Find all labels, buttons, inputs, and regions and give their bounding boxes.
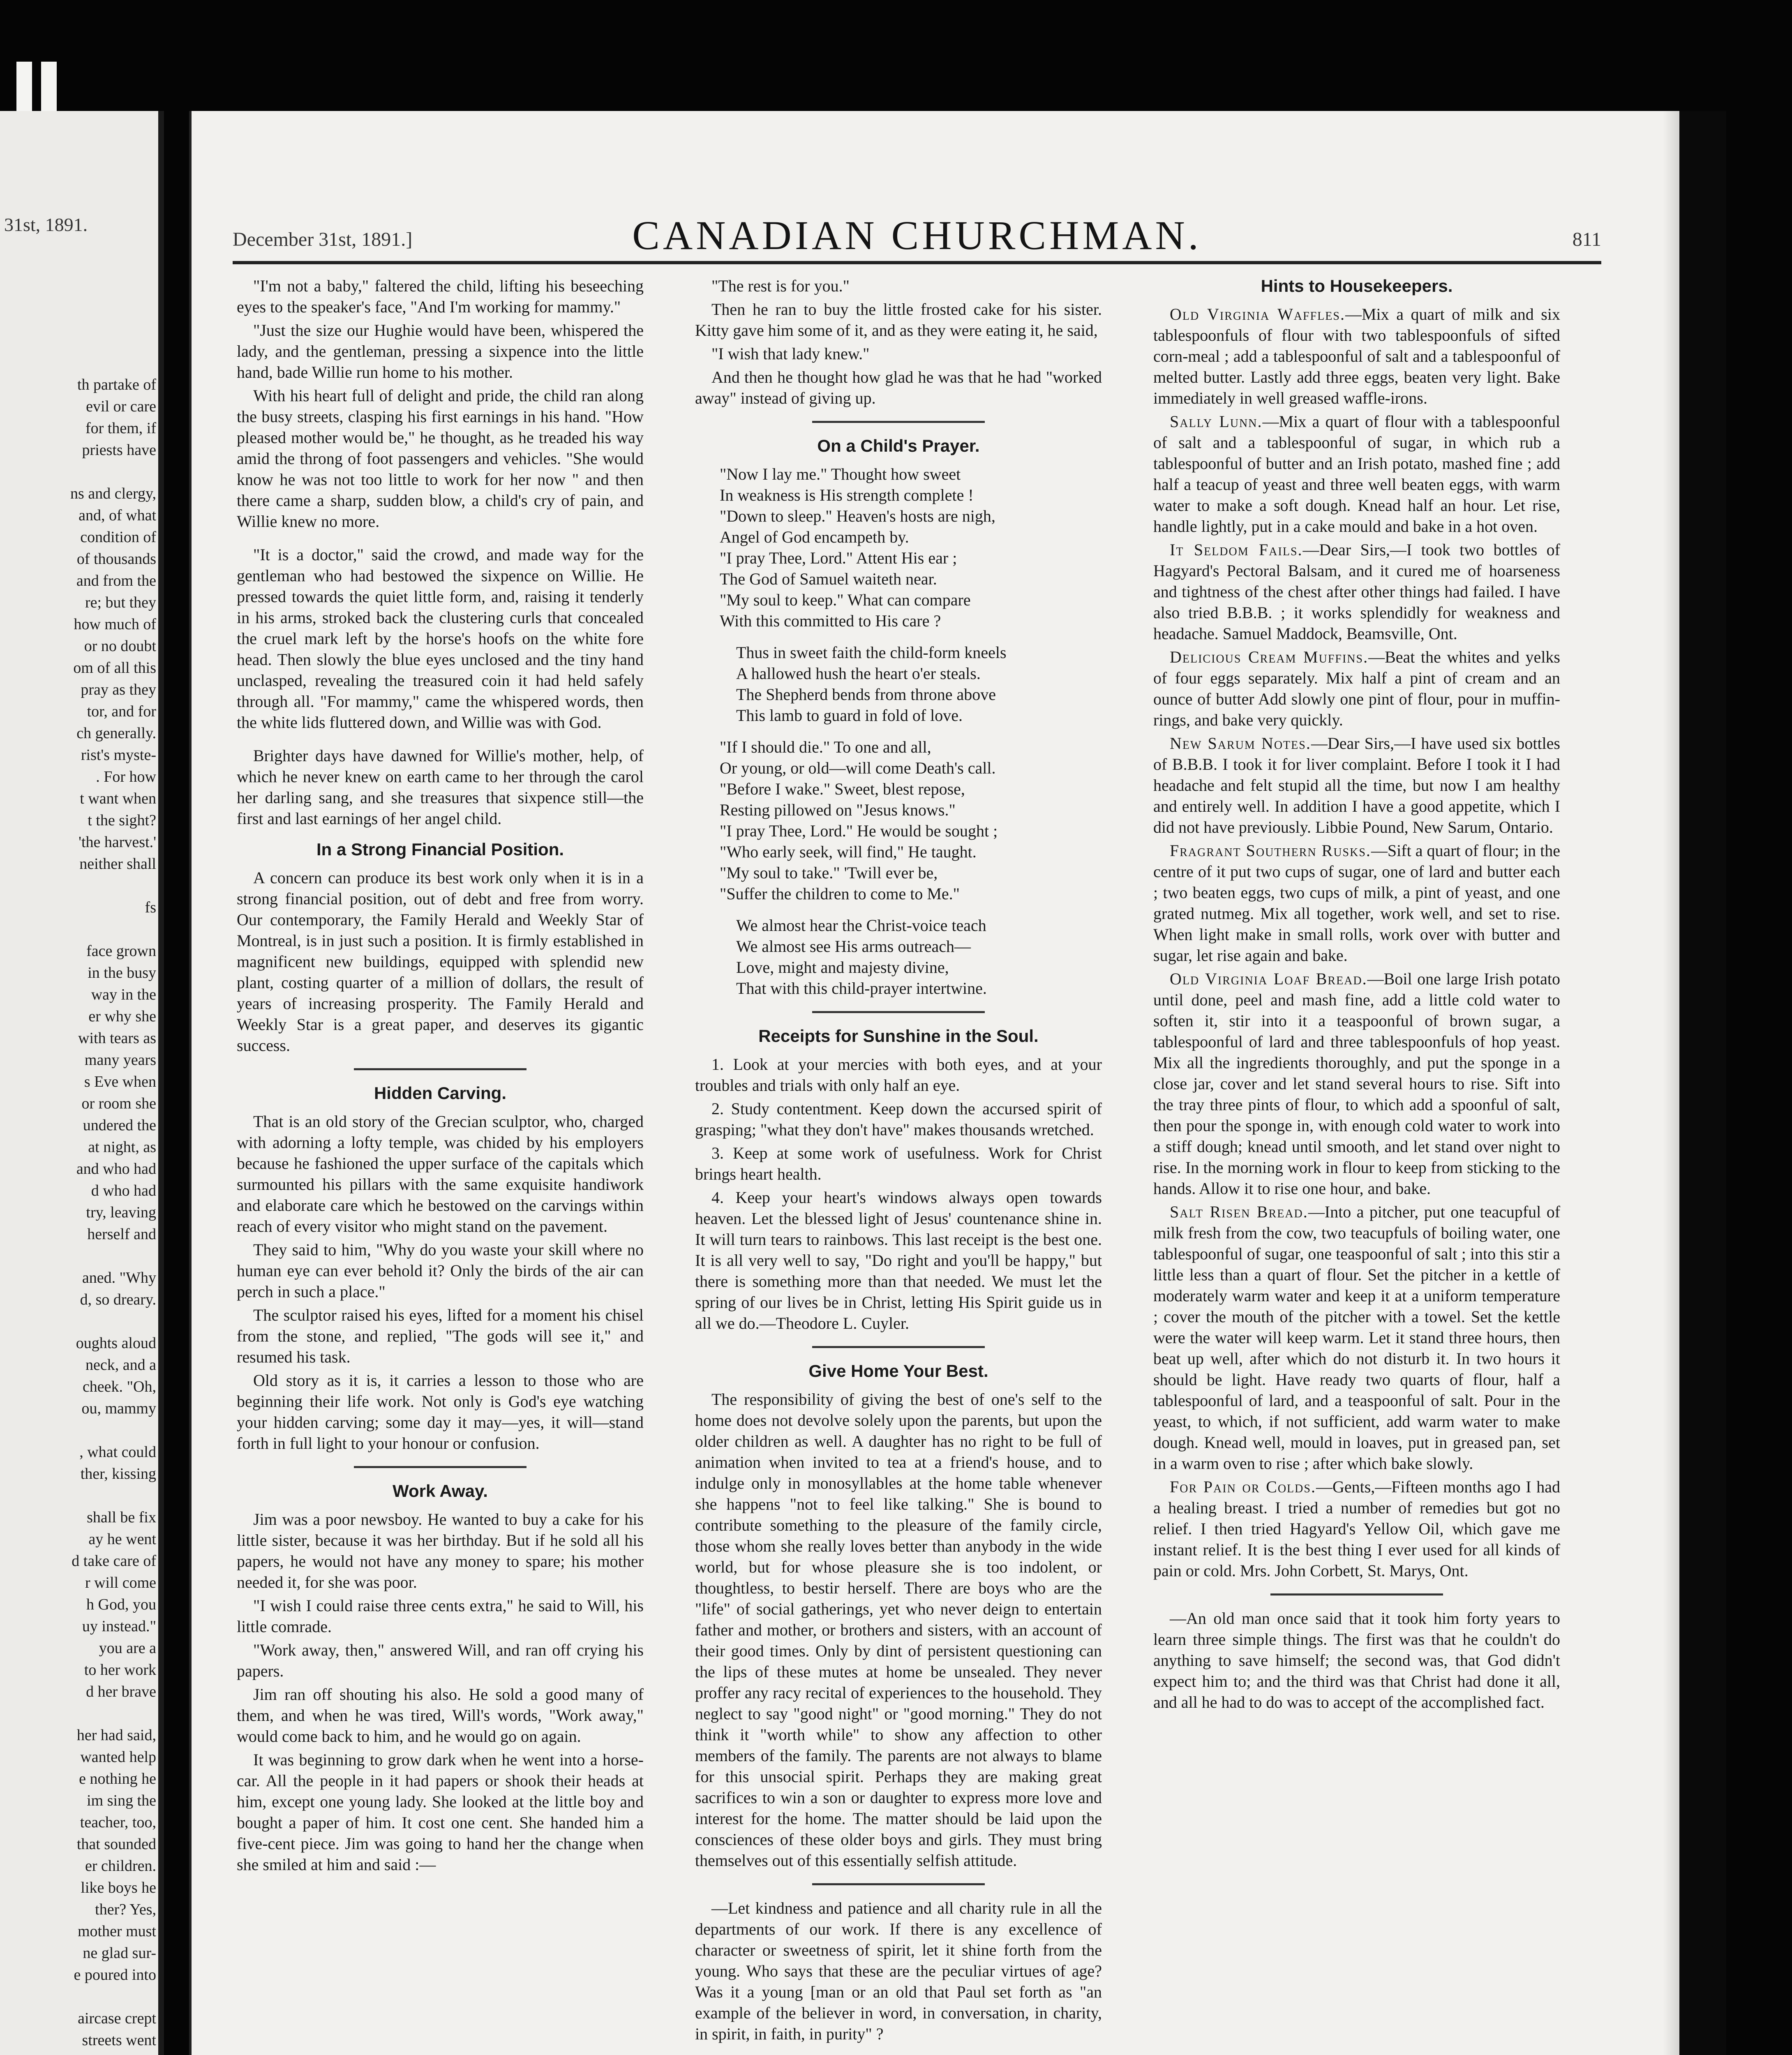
paragraph: "I wish I could raise three cents extra," he said to Will, his little comrade. xyxy=(237,1596,644,1636)
poem-line: In weakness is His strength complete ! xyxy=(720,486,974,504)
recipe-title: For Pain or Colds. xyxy=(1170,1478,1316,1496)
paragraph: The responsibility of giving the best of one's self to the home does not devolve solely upon the parents, but upon the older children as well. A daughter has no right to be full of animation when invited to tea at a friend's house, and to indulge only in monosyllables at the home table whenever she happens "not to feel like talking." She is bound to contribute something to the pleasure of the family circle, those whom she really loves better than anybody in the wide world, but for whose pleasure she is too indolent, or thoughtless, to bestir herself. There are boys who are the "life" of social gatherings, yet who never deign to entertain father and mother, or brothers and sisters, with an account of their good times. Only by dint of persistent questioning can the lips of these mutes at home be unsealed. They never proffer any racy recital of experiences to the household. They neglect to say "good night" or "good morning." They do not think it "worth while" to show any affection to other members of the family. The parents are not always to blame for this unsocial spirit. Perhaps they are making great sacrifices to win a son or daughter to express more love and interest for the home. The matter should be laid upon the consciences of these older boys and girls. They must bring themselves out of this essentially selfish attitude. xyxy=(695,1390,1102,1870)
previous-page-strip xyxy=(0,111,164,2055)
poem-line: Or young, or old—will come Death's call. xyxy=(720,759,996,777)
heading-give-home-best: Give Home Your Best. xyxy=(808,1361,988,1381)
poem-stanza xyxy=(720,915,1102,999)
recipe-text: —Mix a quart of milk and six tablespoonfuls of flour with two tablespoonfuls of sifted corn-meal ; add a tablespoonful of salt and a tablespoonful of melted butter. Lastly add three eggs, beaten very light. Bake immediately in well greased waffle-irons. xyxy=(1153,305,1560,407)
paragraph: A concern can produce its best work only when it is in a strong financial position, out of debt and free from worry. Our contemporary, the Family Herald and Weekly Star of Montreal, is in just such a position. It is firmly established in magnificent new buildings, equipped with splendid new plant, costing quarter of a million of dollars, the result of years of increasing prosperity. The Family Herald and Weekly Star is a great paper, and deserves its gigantic success. xyxy=(237,868,644,1055)
divider-rule xyxy=(1270,1593,1443,1596)
paragraph: Jim ran off shouting his also. He sold a good many of them, and when he was tired, Will's words, "Work away," would come back to him, and he would go on again. xyxy=(237,1685,644,1746)
column-3 xyxy=(1153,275,1560,2055)
paragraph: "It is a doctor," said the crowd, and made way for the gentleman who had bestowed the sixpence on Willie. He pressed towards the quiet little form, and, raising it tenderly in his arms, stroked back the clustering curls that concealed the cruel mark left by the horse's hoofs on the white fore head. Then slowly the blue eyes unclosed and the tiny hand unclasped, revealing the treasured coin it had held safely through all. "For mammy," came the whispered words, then the white lids fluttered down, and Willie was with God. xyxy=(237,545,644,732)
paragraph: "Work away, then," answered Will, and ran off crying his papers. xyxy=(237,1641,644,1680)
poem-line: Resting pillowed on "Jesus knows." xyxy=(720,801,956,819)
page-number: 811 xyxy=(1572,229,1601,250)
poem-stanza xyxy=(720,737,1102,904)
divider-rule xyxy=(812,1346,985,1348)
page-header xyxy=(233,212,1601,264)
recipe-title: It Seldom Fails. xyxy=(1170,540,1303,559)
previous-page-text: th partake of evil or care for them, if priests have ns and clergy, and, of what condition of of thousands and from the re; but they how much of or no doubt om of all this pray as they tor, and for ch generally. rist's myste- . For how t want when t the sight? 'the harvest.' neither shall fs face grown in the busy way in the er why she with tears as many years s Eve when or room she undered the at night, as and who had d who had try, leaving herself and aned. "Why d, so dreary. oughts aloud neck, and a cheek. "Oh, ou, mammy , what could ther, kissing shall be fix ay he went d take care of r will come h God, you uy instead." you are a to her work d her brave her had said, wanted help e nothing he im sing the teacher, too, that sounded er children. like boys he ther? Yes, mother must ne glad sur- e poured into aircase crept streets went xyxy=(70,376,156,2049)
poem-line: That with this child-prayer intertwine. xyxy=(736,979,987,997)
poem-line: With this committed to His care ? xyxy=(720,612,941,630)
paragraph: The sculptor raised his eyes, lifted for a moment his chisel from the stone, and replied, "The gods will see it," and resumed his task. xyxy=(237,1306,644,1366)
paragraph: They said to him, "Why do you waste your skill where no human eye can ever behold it? Only the birds of the air can perch in such a place." xyxy=(237,1240,644,1301)
divider-rule xyxy=(812,421,985,423)
recipe-text: —Mix a quart of flour with a tablespoonful of salt and a tablespoonful of sugar, in which rub a tablespoonful of butter and an Irish potato, mashed fine ; add half a teacup of yeast and three well beaten eggs, with warm water to make a soft dough. Knead half an hour. Let rise, handle lightly, put in a cake mould and bake in a hot oven. xyxy=(1153,412,1560,536)
poem-stanza xyxy=(720,642,1102,726)
poem-line: "If I should die." To one and all, xyxy=(720,738,931,756)
recipe-title: New Sarum Notes. xyxy=(1170,734,1311,753)
poem-line: The Shepherd bends from throne above xyxy=(736,685,996,704)
column-2 xyxy=(695,275,1102,2055)
poem-line: "Suffer the children to come to Me." xyxy=(720,884,960,903)
paragraph: Brighter days have dawned for Willie's mother, help, of which he never knew on earth came to her through the carol her darling sang, and she treasures that sixpence still—the first and last earnings of her angel child. xyxy=(237,746,644,828)
poem-line: We almost see His arms outreach— xyxy=(736,937,971,956)
paragraph: With his heart full of delight and pride, the child ran along the busy streets, clasping his first earnings in his hand. "How pleased mother would be," he thought, as he treaded his way amid the throng of foot passengers and vehicles. "She would know he was not too little to work for her now " and then there came a sharp, sudden blow, a child's cry of pain, and Willie knew no more. xyxy=(237,386,644,531)
divider-rule xyxy=(354,1068,527,1070)
recipe-title: Sally Lunn. xyxy=(1170,412,1263,431)
paragraph: It was beginning to grow dark when he went into a horse-car. All the people in it had papers or shook their heads at him, except one young lady. She looked at the little boy and bought a paper of him. It cost one cent. She handed him a five-cent piece. Jim was going to hand her the change when she smiled at him and said :— xyxy=(237,1750,644,1874)
divider-rule xyxy=(812,1011,985,1013)
header-date: December 31st, 1891.] xyxy=(233,229,413,250)
paragraph: Jim was a poor newsboy. He wanted to buy a cake for his little sister, because it was her birthday. But if he sold all his papers, he would not have any money to spare; his mother needed it, for she was poor. xyxy=(237,1510,644,1591)
recipe-item xyxy=(1153,840,1560,966)
heading-hidden-carving: Hidden Carving. xyxy=(374,1083,507,1103)
masthead-title: CANADIAN CHURCHMAN. xyxy=(632,212,1202,258)
paragraph: That is an old story of the Grecian sculptor, who, charged with adorning a lofty temple, was chided by his employers because he fashioned the upper surface of the capitals which surmounted his pillars with the same exquisite handiwork and elaborate care which he bestowed on the carvings within reach of every visitor who might stand on the pavement. xyxy=(237,1112,644,1235)
heading-hints-housekeepers: Hints to Housekeepers. xyxy=(1261,276,1453,296)
recipe-item xyxy=(1153,733,1560,838)
poem-line: "Down to sleep." Heaven's hosts are nigh, xyxy=(720,507,995,525)
poem-line: "Before I wake." Sweet, blest repose, xyxy=(720,780,965,798)
recipe-item xyxy=(1153,539,1560,644)
poem-line: "Now I lay me." Thought how sweet xyxy=(720,465,961,483)
paragraph: And then he thought how glad he was that he had "worked away" instead of giving up. xyxy=(695,368,1102,407)
paragraph: "The rest is for you." xyxy=(711,277,850,295)
heading-work-away: Work Away. xyxy=(393,1481,488,1501)
poem-line: "My soul to take." 'Twill ever be, xyxy=(720,864,938,882)
recipe-text: —Boil one large Irish potato until done, peel and mash fine, add a little cold water to soften it, stir into it a teaspoonful of brown sugar, a tablespoonful of lard and three tablespoonfuls of hop yeast. Mix all the ingredients thoroughly, and put the sponge in a close jar, cover and let stand several hours to rise. Sift into the tray three pints of flour, to which add a spoonful of salt, then pour the sponge in, with enough cold water to work into a stiff dough; knead until smooth, and let stand over night to rise. In the morning work in flour to keep from sticking to the hands. Allow it to rise one hour, and bake. xyxy=(1153,970,1560,1198)
paragraph: "I wish that lady knew." xyxy=(711,344,870,363)
recipe-text: —Sift a quart of flour; in the centre of it put two cups of sugar, one of lard and butter each ; two beaten eggs, two cups of milk, a pint of yeast, and one grated nutmeg. Mix all together, work well, and set to rise. When light make in small rolls, work over with butter and sugar, let rise again and bake. xyxy=(1153,841,1560,965)
heading-childs-prayer: On a Child's Prayer. xyxy=(817,436,980,455)
previous-page-date: 31st, 1891. xyxy=(4,214,88,235)
page-shadow xyxy=(1677,111,1726,2055)
paragraph: "Just the size our Hughie would have been, whispered the lady, and the gentleman, pressing a sixpence into the little hand, bade Willie run home to his mother. xyxy=(237,321,644,381)
recipe-title: Fragrant Southern Rusks. xyxy=(1170,841,1371,860)
paragraph: Old story as it is, it carries a lesson to those who are beginning their life work. Not only is God's eye watching your hidden carving; some day it may—yes, it will—stand forth in full light to your honour or confusion. xyxy=(237,1371,644,1452)
recipe-title: Old Virginia Waffles. xyxy=(1170,305,1345,323)
recipe-item xyxy=(1153,304,1560,409)
poem-line: This lamb to guard in fold of love. xyxy=(736,706,963,725)
newspaper-page xyxy=(189,111,1679,2055)
paragraph: —An old man once said that it took him forty years to learn three simple things. The first was that he couldn't do anything to save himself; the second was, that God didn't expect him to; and the third was that Christ had done it all, and all he had to do was to accept of the accomplished fact. xyxy=(1153,1609,1560,1711)
recipe-text: —Dear Sirs,—I have used six bottles of B.B.B. I took it for liver complaint. Before I took it I had headache and felt stupid all the time, but now I am healthy and entirely well. In addition I have a good appetite, which I did not have previously. Libbie Pound, New Sarum, Ontario. xyxy=(1153,734,1560,836)
recipe-title: Delicious Cream Muffins. xyxy=(1170,648,1369,666)
paragraph: 3. Keep at some work of usefulness. Work for Christ brings heart health. xyxy=(695,1144,1102,1183)
recipe-text: —Into a pitcher, put one teacupful of milk fresh from the cow, two teacupfuls of boiling water, one tablespoonful of sugar, one teaspoonful of salt ; into this stir a little less than a quart of flour. Set the pitcher in a kettle of moderately warm water and keep it at a uniform temperature ; cover the mouth of the pitcher with a towel. Set the kettle were the water will keep warm. Let it stand three hours, then beat up well, after which do not disturb it. In two hours it should be light. Have ready two quarts of flour, half a tablespoonful of lard, and a teaspoonful of salt. Pour in the yeast, to which, if not sufficient, add warm water to make dough. Knead well, mould in loaves, put in greased pan, set in a warm oven to rise ; after which bake slowly. xyxy=(1153,1203,1560,1473)
paragraph: 4. Keep your heart's windows always open towards heaven. Let the blessed light of Jesus' countenance shine in. It will turn tears to rainbows. This last receipt is the best one. It is all very well to say, "Do right and you'll be happy," but there is something more than that needed. We must let the spring of our lives be in Christ, letting His Spirit guide us in all we do.—Theodore L. Cuyler. xyxy=(695,1188,1102,1332)
column-1 xyxy=(237,275,644,2055)
poem-line: We almost hear the Christ-voice teach xyxy=(736,916,986,935)
poem-line: Thus in sweet faith the child-form kneels xyxy=(736,643,1007,662)
poem xyxy=(695,464,1102,999)
recipe-item xyxy=(1153,1476,1560,1581)
paragraph: —Let kindness and patience and all charity rule in all the departments of our work. If there is any excellence of character or sweetness of spirit, let it shine forth from the young. Who says that these are the peculiar virtues of age? Was it a young [man or an old that Paul set forth as "an example of the believer in word, in conversation, in charity, in spirit, in faith, in purity" ? xyxy=(695,1899,1102,2043)
recipe-text: —Beat the whites and yelks of four eggs separately. Mix half a pint of cream and an ounce of butter Add slowly one pint of flour, pour in muffin-rings, and bake very quickly. xyxy=(1153,648,1560,729)
divider-rule xyxy=(354,1466,527,1468)
poem-stanza xyxy=(720,464,1102,631)
paragraph: Then he ran to buy the little frosted cake for his sister. Kitty gave him some of it, and as they were eating it, he said, xyxy=(695,300,1102,339)
recipe-title: Salt Risen Bread. xyxy=(1170,1203,1308,1221)
heading-sunshine-receipts: Receipts for Sunshine in the Soul. xyxy=(758,1026,1039,1046)
heading-financial-position: In a Strong Financial Position. xyxy=(316,840,564,859)
recipe-title: Old Virginia Loaf Bread. xyxy=(1170,970,1367,988)
recipe-item xyxy=(1153,647,1560,730)
poem-line: Love, might and majesty divine, xyxy=(736,958,949,977)
poem-line: "Who early seek, will find," He taught. xyxy=(720,843,977,861)
paragraph: 1. Look at your mercies with both eyes, and at your troubles and trials with only half an eye. xyxy=(695,1055,1102,1094)
recipe-item xyxy=(1153,1201,1560,1474)
recipe-item xyxy=(1153,968,1560,1199)
poem-line: "My soul to keep." What can compare xyxy=(720,591,971,609)
recipe-text: —Dear Sirs,—I took two bottles of Hagyard's Pectoral Balsam, and it cured me of hoarseness and tightness of the chest after other things had failed. I have also tried B.B.B. ; it works splendidly for weakness and headache. Samuel Maddock, Beamsville, Ont. xyxy=(1153,540,1560,643)
poem-line: The God of Samuel waiteth near. xyxy=(720,570,937,588)
divider-rule xyxy=(812,1883,985,1885)
recipe-item xyxy=(1153,411,1560,537)
recipe-text: —Gents,—Fifteen months ago I had a healing breast. I tried a number of remedies but got no relief. I then tried Hagyard's Yellow Oil, which gave me instant relief. It is the best thing I ever used for all kinds of pain or cold. Mrs. John Corbett, St. Marys, Ont. xyxy=(1153,1478,1560,1580)
poem-line: "I pray Thee, Lord." Attent His ear ; xyxy=(720,549,957,567)
poem-line: A hallowed hush the heart o'er steals. xyxy=(736,664,981,683)
paragraph: "I'm not a baby," faltered the child, lifting his beseeching eyes to the speaker's face, "And I'm working for mammy." xyxy=(237,277,644,316)
poem-line: "I pray Thee, Lord." He would be sought ; xyxy=(720,822,998,840)
paragraph: 2. Study contentment. Keep down the accursed spirit of grasping; "what they don't have" makes thousands wretched. xyxy=(695,1099,1102,1139)
poem-line: Angel of God encampeth by. xyxy=(720,528,909,546)
